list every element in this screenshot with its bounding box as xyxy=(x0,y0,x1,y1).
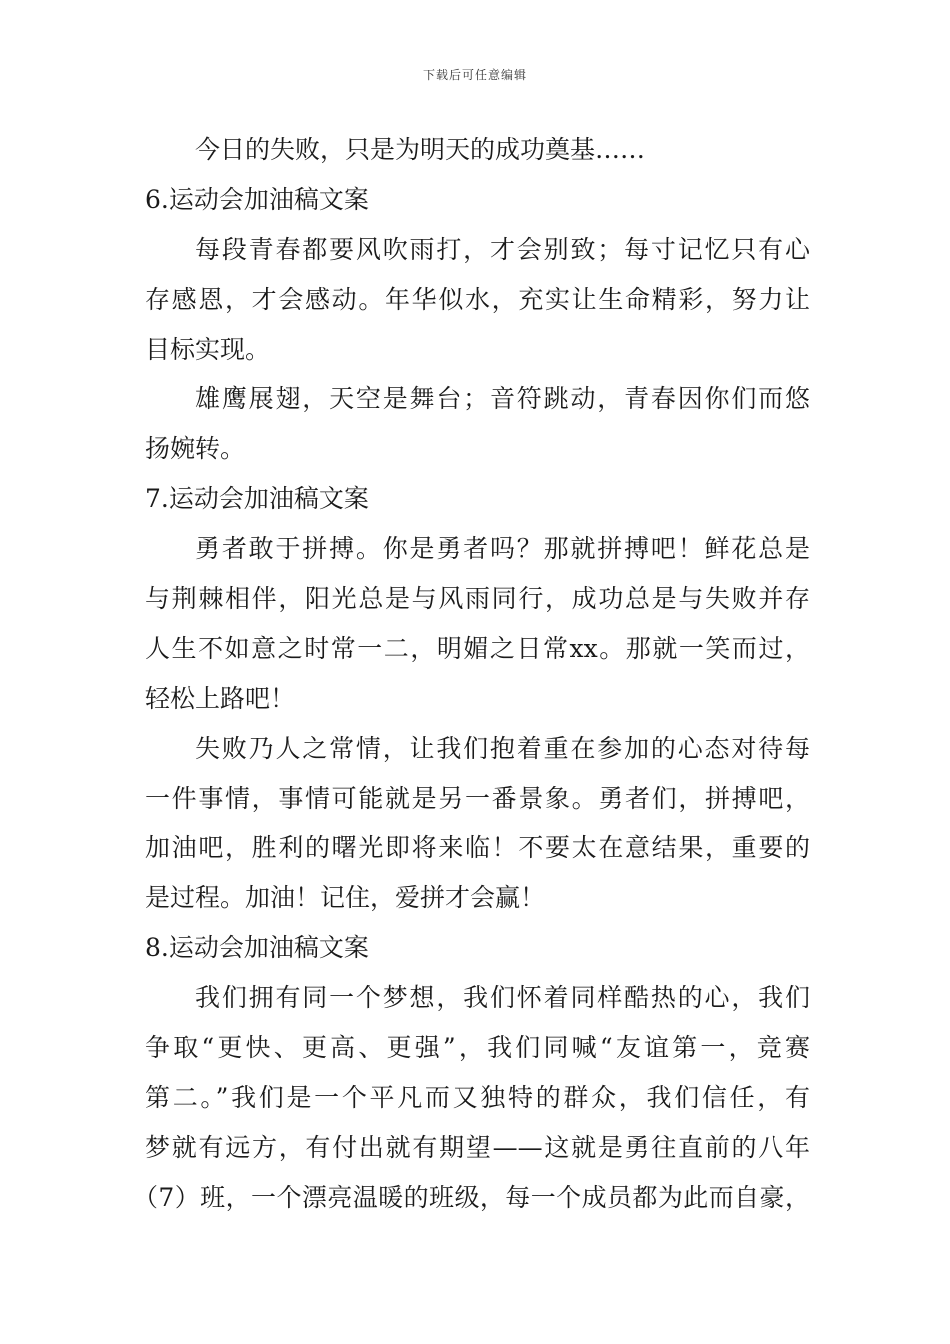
text-line: 加油吧，胜利的曙光即将来临！不要太在意结果，重要的 xyxy=(145,833,810,863)
text-line: 第二。”我们是一个平凡而又独特的群众，我们信任，有 xyxy=(145,1082,810,1112)
section-heading: 6.运动会加油稿文案 xyxy=(145,184,369,214)
text-line: 勇者敢于拼搏。你是勇者吗？那就拼搏吧！鲜花总是 xyxy=(195,534,810,564)
text-line: 轻松上路吧！ xyxy=(145,683,296,713)
section-heading: 8.运动会加油稿文案 xyxy=(145,933,369,963)
text-line: 雄鹰展翅，天空是舞台；音符跳动，青春因你们而悠 xyxy=(195,384,810,414)
text-line: 我们拥有同一个梦想，我们怀着同样酷热的心，我们 xyxy=(195,983,810,1013)
text-line: 扬婉转。 xyxy=(145,434,246,464)
text-line: 存感恩，才会感动。年华似水，充实让生命精彩，努力让 xyxy=(145,284,810,314)
text-line: 今日的失败，只是为明天的成功奠基…… xyxy=(195,135,646,164)
text-line: 人生不如意之时常一二，明媚之日常xx。那就一笑而过， xyxy=(145,633,810,663)
text-line: 每段青春都要风吹雨打，才会别致；每寸记忆只有心 xyxy=(195,234,810,264)
text-line: 与荆棘相伴，阳光总是与风雨同行，成功总是与失败并存 xyxy=(145,584,810,614)
text-line: 梦就有远方，有付出就有期望——这就是勇往直前的八年 xyxy=(145,1132,810,1162)
page-header: 下载后可任意编辑 xyxy=(422,68,527,82)
text-line: 一件事情，事情可能就是另一番景象。勇者们，拼搏吧， xyxy=(145,783,810,813)
text-line: （7）班，一个漂亮温暖的班级，每一个成员都为此而自豪， xyxy=(133,1182,810,1212)
text-line: 失败乃人之常情，让我们抱着重在参加的心态对待每 xyxy=(195,733,810,763)
document-body xyxy=(133,125,810,1223)
section-heading: 7.运动会加油稿文案 xyxy=(145,484,369,514)
text-line: 是过程。加油！记住，爱拼才会赢！ xyxy=(145,883,546,913)
text-line: 目标实现。 xyxy=(145,334,271,364)
text-line: 争取“更快、更高、更强”，我们同喊“友谊第一，竞赛 xyxy=(145,1033,810,1063)
